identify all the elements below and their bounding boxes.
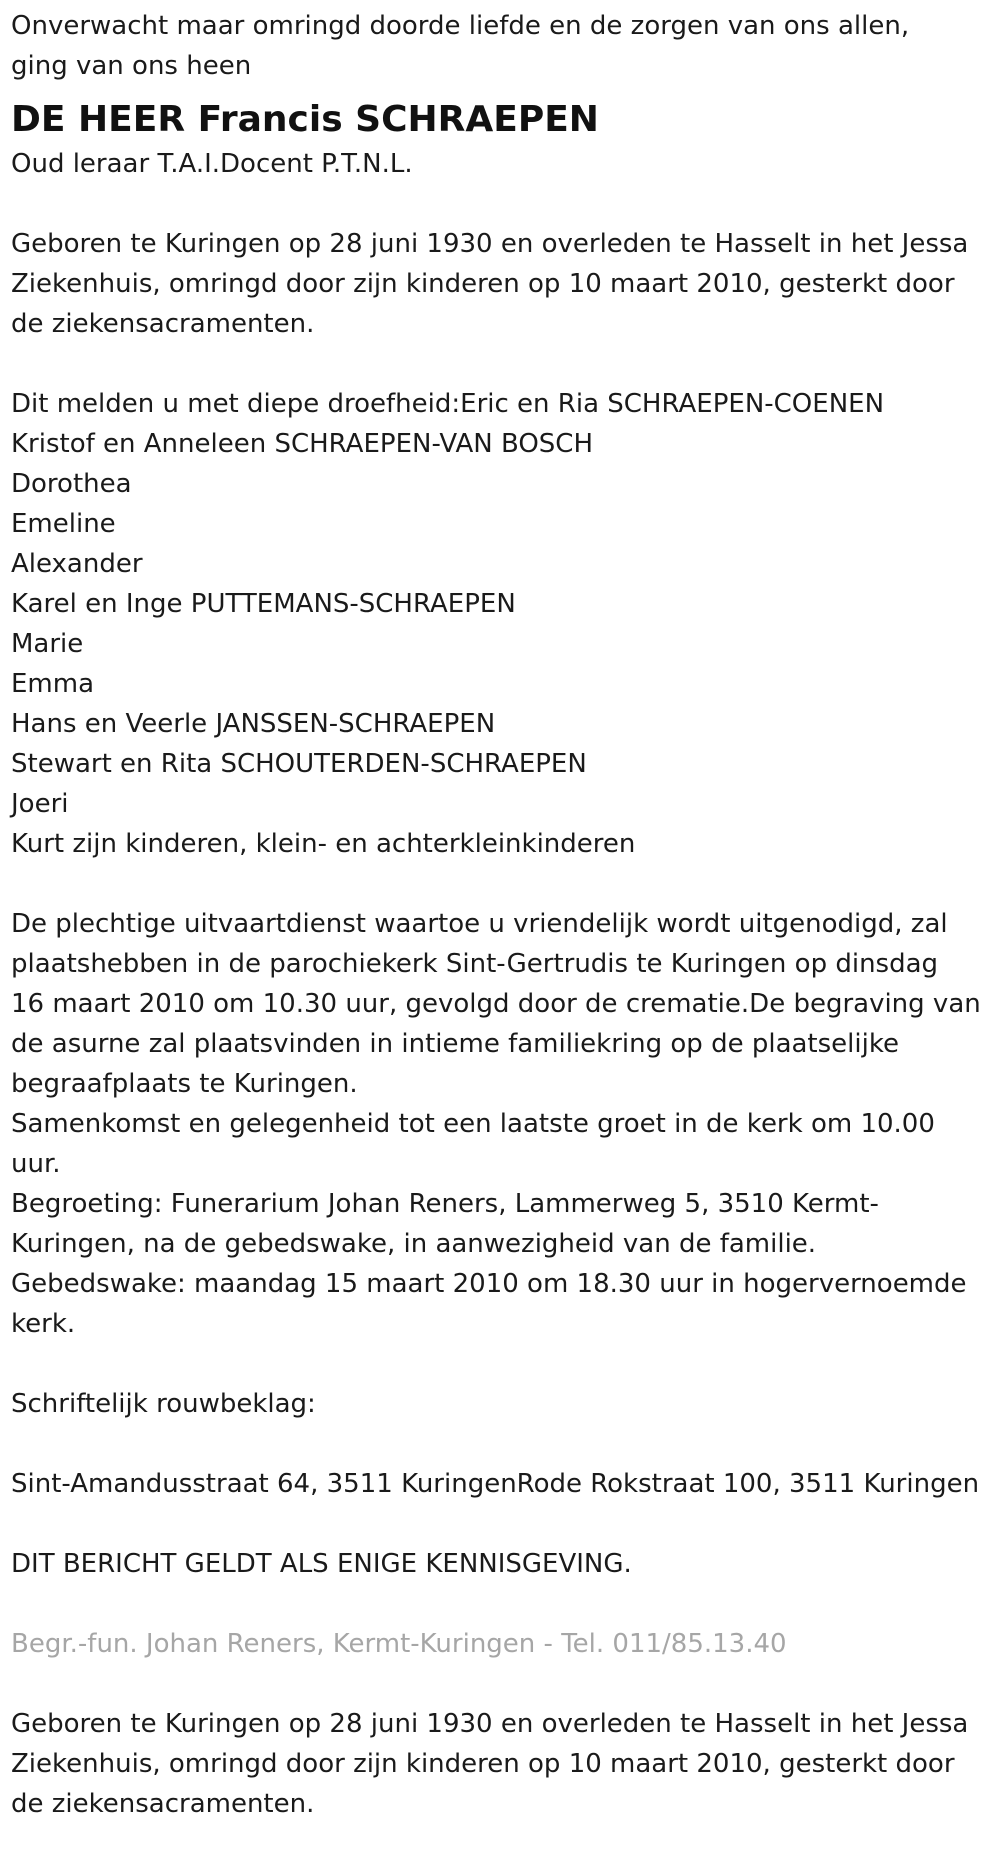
family-member: Alexander [11,549,143,579]
service-line: Kuringen, na de gebedswake, in aanwezigheid van de familie. [11,1229,817,1259]
spacer [11,344,990,384]
service-line: Gebedswake: maandag 15 maart 2010 om 18.30 uur in hogervernoemde [11,1269,967,1299]
spacer [11,1424,990,1464]
spacer [11,864,990,904]
birth-death-line: de ziekensacramenten. [11,309,315,339]
service-line: kerk. [11,1309,76,1339]
family-member: Hans en Veerle JANSSEN-SCHRAEPEN [11,709,496,739]
family-member: Marie [11,629,84,659]
service-line: de asurne zal plaatsvinden in intieme familiekring op de plaatselijke [11,1029,899,1059]
deceased-name: DE HEER Francis SCHRAEPEN [11,99,599,140]
family-member: Kurt zijn kinderen, klein- en achterkleinkinderen [11,829,636,859]
family-member: Karel en Inge PUTTEMANS-SCHRAEPEN [11,589,516,619]
family-member: Dit melden u met diepe droefheid:Eric en Ria SCHRAEPEN-COENEN [11,389,885,419]
family-member: Joeri [11,789,69,819]
condolence-addresses: Sint-Amandusstraat 64, 3511 KuringenRode Rokstraat 100, 3511 Kuringen [11,1469,980,1499]
spacer [11,1584,990,1624]
birth-death-repeat-paragraph [11,1704,990,1824]
spacer [11,1344,990,1384]
family-member: Emma [11,669,95,699]
occupation: Oud leraar T.A.I.Docent P.T.N.L. [11,149,413,179]
intro-line: ging van ons heen [11,51,252,81]
birth-death-paragraph [11,224,990,344]
service-line: begraafplaats te Kuringen. [11,1069,358,1099]
birth-death-line: Ziekenhuis, omringd door zijn kinderen op 10 maart 2010, gesterkt door [11,1749,955,1779]
condolence-label: Schriftelijk rouwbeklag: [11,1389,316,1419]
birth-death-line: Geboren te Kuringen op 28 juni 1930 en overleden te Hasselt in het Jessa [11,229,969,259]
birth-death-line: Geboren te Kuringen op 28 juni 1930 en overleden te Hasselt in het Jessa [11,1709,969,1739]
service-details [11,904,990,1344]
spacer [11,1664,990,1704]
service-line: Samenkomst en gelegenheid tot een laatste groet in de kerk om 10.00 [11,1109,935,1139]
family-member: Emeline [11,509,116,539]
family-member: Dorothea [11,469,132,499]
birth-death-line: Ziekenhuis, omringd door zijn kinderen op 10 maart 2010, gesterkt door [11,269,955,299]
family-member: Kristof en Anneleen SCHRAEPEN-VAN BOSCH [11,429,593,459]
service-line: Begroeting: Funerarium Johan Reners, Lammerweg 5, 3510 Kermt- [11,1189,879,1219]
service-line: 16 maart 2010 om 10.30 uur, gevolgd door de crematie.De begraving van [11,989,981,1019]
service-line: uur. [11,1149,61,1179]
spacer [11,184,990,224]
service-line: De plechtige uitvaartdienst waartoe u vriendelijk wordt uitgenodigd, zal [11,909,948,939]
family-list [11,384,990,864]
funeral-home-credit: Begr.-fun. Johan Reners, Kermt-Kuringen - Tel. 011/85.13.40 [11,1629,787,1659]
family-member: Stewart en Rita SCHOUTERDEN-SCHRAEPEN [11,749,587,779]
official-notice: DIT BERICHT GELDT ALS ENIGE KENNISGEVING. [11,1549,632,1579]
spacer [11,1504,990,1544]
intro-line: Onverwacht maar omringd doorde liefde en de zorgen van ons allen, [11,11,910,41]
service-line: plaatshebben in de parochiekerk Sint-Gertrudis te Kuringen op dinsdag [11,949,939,979]
intro-text [11,6,990,86]
birth-death-line: de ziekensacramenten. [11,1789,315,1819]
